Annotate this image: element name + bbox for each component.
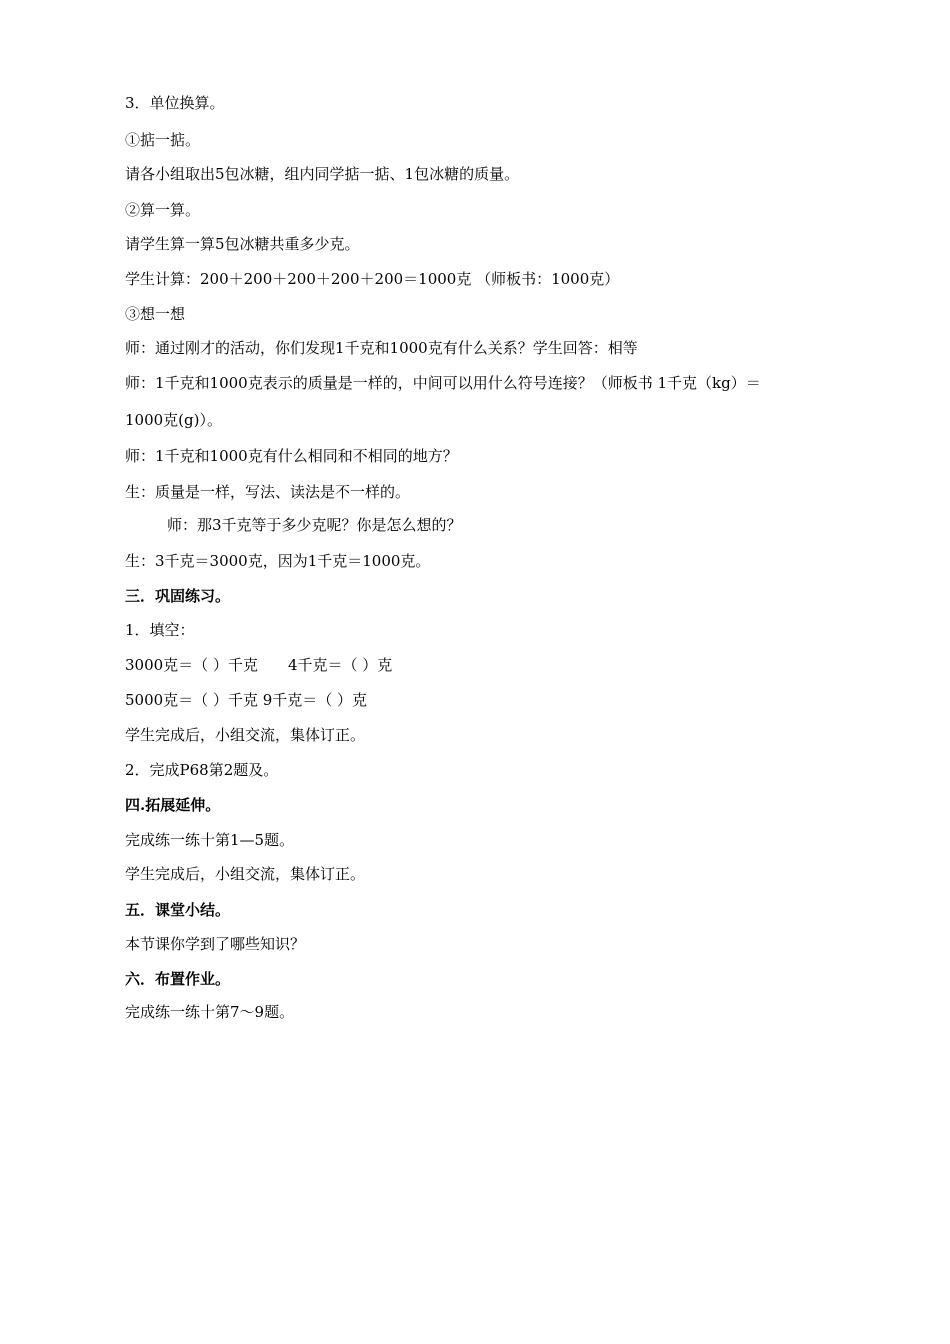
paragraph: 师：1千克和1000克表示的质量是一样的，中间可以用什么符号连接？（师板书 1千克（kg）＝: [125, 374, 761, 392]
paragraph: 学生完成后，小组交流，集体订正。: [125, 865, 366, 883]
paragraph: 请学生算一算5包冰糖共重多少克。: [125, 235, 360, 253]
fill-blank-row: 5000克＝（ ）千克 9千克＝（ ）克: [125, 691, 368, 709]
paragraph: 生：3千克＝3000克，因为1千克＝1000克。: [125, 552, 431, 570]
step-weigh: ①掂一掂。: [125, 131, 201, 149]
paragraph: 生：质量是一样，写法、读法是不一样的。: [125, 483, 411, 501]
paragraph: 完成练一练十第1—5题。: [125, 831, 295, 849]
section-heading-homework: 六．布置作业。: [125, 970, 231, 988]
section-heading-summary: 五．课堂小结。: [125, 901, 231, 919]
paragraph: 1．填空：: [125, 621, 195, 639]
paragraph: 本节课你学到了哪些知识？: [125, 935, 306, 953]
step-think: ③想一想: [125, 305, 186, 323]
step-calculate: ②算一算。: [125, 201, 201, 219]
paragraph: 1000克(g)）。: [125, 411, 222, 429]
section-heading-unit-conversion: 3．单位换算。: [125, 94, 225, 112]
fill-blank-item: 3000克＝（ ）千克: [125, 656, 258, 674]
fill-blank-row: [125, 655, 392, 675]
paragraph: 2．完成P68第2题及。: [125, 761, 279, 779]
fill-blank-item: 4千克＝（ ）克: [287, 656, 393, 674]
section-heading-practice: 三．巩固练习。: [125, 587, 231, 605]
paragraph: 师：通过刚才的活动，你们发现1千克和1000克有什么关系？学生回答：相等: [125, 339, 638, 357]
section-heading-extension: 四.拓展延伸。: [125, 796, 221, 814]
paragraph: 学生完成后，小组交流，集体订正。: [125, 726, 366, 744]
paragraph: 学生计算：200＋200＋200＋200＋200＝1000克 （师板书：1000克）: [125, 270, 620, 288]
paragraph: 完成练一练十第7～9题。: [125, 1003, 295, 1021]
paragraph: 师：那3千克等于多少克呢？你是怎么想的？: [167, 516, 462, 534]
paragraph: 师：1千克和1000克有什么相同和不相同的地方？: [125, 447, 458, 465]
paragraph: 请各小组取出5包冰糖，组内同学掂一掂、1包冰糖的质量。: [125, 165, 520, 183]
